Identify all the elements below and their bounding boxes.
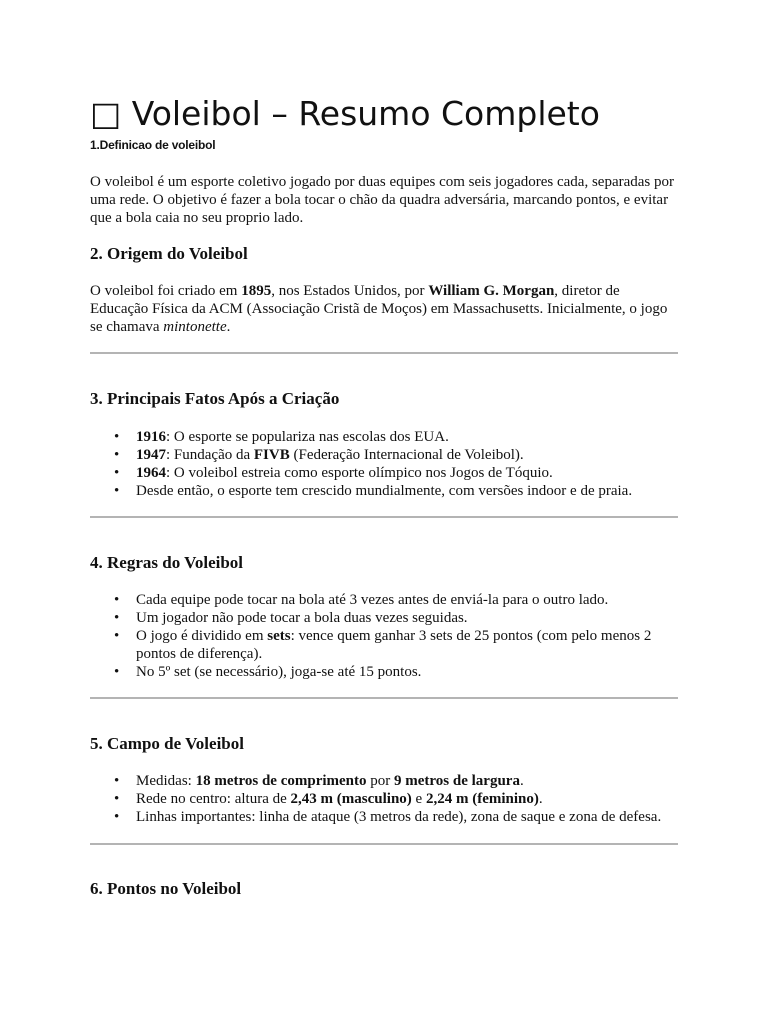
list-item: • 1964: O voleibol estreia como esporte olímpico nos Jogos de Tóquio. [90,464,678,482]
section-2-heading: 2. Origem do Voleibol [90,244,248,263]
list-item: • Desde então, o esporte tem crescido mundialmente, com versões indoor e de praia. [90,482,678,500]
volleyball-icon: □ [90,94,122,133]
origin-paragraph: O voleibol foi criado em 1895, nos Estados Unidos, por William G. Morgan, diretor de Educação Física da ACM (Associação Cristã de Moços) em Massachusetts. Inicialmente, o jogo se chamava mintonette. [90,283,668,335]
facts-list [90,428,678,500]
divider [90,697,678,699]
section-4-heading: 4. Regras do Voleibol [90,553,244,572]
definition-paragraph: O voleibol é um esporte coletivo jogado por duas equipes com seis jogadores cada, separadas por uma rede. O objetivo é fazer a bola tocar o chão da quadra adversária, marcando pontos, e evitar que a bola caia no seu proprio lado. [90,174,674,226]
section-6-heading: 6. Pontos no Voleibol [90,879,242,898]
section-5-heading: 5. Campo de Voleibol [90,734,244,753]
section-3-heading: 3. Principais Fatos Após a Criação [90,389,340,408]
court-list [90,772,678,826]
creator-name: William G. Morgan [428,283,555,299]
list-item: • Cada equipe pode tocar na bola até 3 vezes antes de enviá-la para o outro lado. [90,591,678,609]
page-title [90,92,600,136]
section-1-heading: 1.Definicao de voleibol [90,138,216,152]
list-item: • Medidas: 18 metros de comprimento por 9 metros de largura. [90,772,678,790]
original-game-name: mintonette [163,319,227,335]
rules-list [90,591,678,681]
list-item: • Rede no centro: altura de 2,43 m (masculino) e 2,24 m (feminino). [90,790,678,808]
list-item: • Linhas importantes: linha de ataque (3 metros da rede), zona de saque e zona de defesa. [90,808,678,826]
divider [90,843,678,845]
divider [90,352,678,354]
divider [90,516,678,518]
list-item: • 1947: Fundação da FIVB (Federação Internacional de Voleibol). [90,446,678,464]
creation-year: 1895 [241,283,272,299]
list-item: • O jogo é dividido em sets: vence quem ganhar 3 sets de 25 pontos (com pelo menos 2 pontos de diferença). [90,627,678,663]
list-item: • No 5º set (se necessário), joga-se até 15 pontos. [90,663,678,681]
page-title-text: Voleibol – Resumo Completo [131,94,600,133]
list-item: • 1916: O esporte se populariza nas escolas dos EUA. [90,428,678,446]
list-item: • Um jogador não pode tocar a bola duas vezes seguidas. [90,609,678,627]
